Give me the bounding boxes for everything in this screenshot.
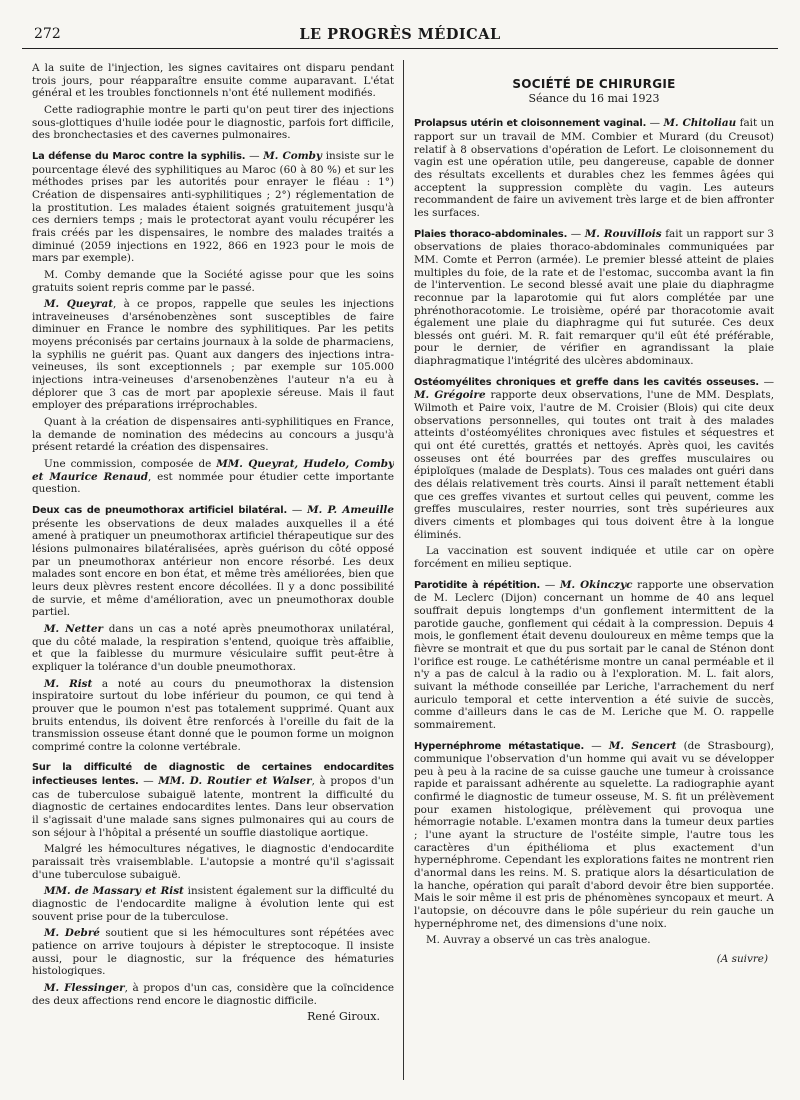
author-name: M. Grégoire xyxy=(414,389,486,402)
article-prolapsus xyxy=(414,117,774,219)
paragraph-text: (de Strasbourg), communique l'observation d'un homme qui avait vu se développer peu à peu à la racine de sa cuisse gauche une tumeur à croissance rapide et paraissant adhérente au squelette. La radiographie ayant confirmé le diagnostic de tumeur osseuse, M. S. fit un prélèvement pour examen histologique, prélèvement qui provoqua une hémorragie notable. L'examen montra dans la tumeur deux parties ; l'une ayant la structure de l'ostéite simple, l'autre tous les caractères d'un épithélioma et plus exactement d'un hypernéphrome. Cependant les explorations faites ne montrent rien d'anormal dans les reins. M. S. pratique alors la désarticulation de la hanche, opération qui paraît d'abord devoir être bien supportée. Mais le soir même il est pris de phénomènes syncopaux et meurt. A l'autopsie, on découvre dans le pôle supérieur du rein gauche un hypernéphrome net, des dimensions d'une noix. xyxy=(414,739,774,930)
dash: — xyxy=(646,117,664,130)
dash: — xyxy=(245,149,264,162)
paragraph-text: , à propos d'un cas, considère que la coïncidence des deux affections rend encore le diagnostic difficile. xyxy=(32,981,394,1007)
paragraph xyxy=(32,885,394,923)
paragraph xyxy=(32,504,394,619)
author-names: MM. Queyrat, Hudelo, Comby et Maurice Renaud xyxy=(32,458,394,483)
paragraph-text: a observé un cas très analogue. xyxy=(480,934,651,947)
article-title: Parotidite à répétition. xyxy=(414,579,541,591)
paragraph xyxy=(32,623,394,674)
signature: René Giroux. xyxy=(307,1010,380,1024)
article-osteomyelites xyxy=(414,376,774,571)
paragraph xyxy=(414,934,774,947)
left-column xyxy=(32,62,394,1087)
author-name: MM. de Massary et Rist xyxy=(44,885,184,898)
author-name: M. Auvray xyxy=(426,934,481,947)
author-name: M. Comby xyxy=(263,149,322,162)
paragraph: A la suite de l'injection, les signes cavitaires ont disparu pendant trois jours, pour réapparaître ensuite comme auparavant. L'état général et les troubles fonctionnels n'ont été nullement modifiés. xyxy=(32,62,394,100)
paragraph: Malgré les hémocultures négatives, le diagnostic d'endocardite paraissait très vraisemblable. L'autopsie a montré qu'il s'agissait d'une tuberculose subaiguë. xyxy=(32,843,394,881)
article-title: Sur la difficulté de diagnostic de certaines endocardites infectieuses lentes. xyxy=(32,762,394,788)
right-column xyxy=(414,62,774,1072)
paragraph-text: fait un rapport sur un travail de MM. Combier et Murard (du Creusot) relatif à 8 observations d'opération de Lefort. Le cloisonnement du vagin est une opération utile, peu dangereuse, capable de donner des résultats excellents et durables chez les femmes âgées qui acceptent la suppression complète du vagin. Les auteurs recommandent de faire un avivement très large et de bien affronter les surfaces. xyxy=(414,117,774,219)
author-name: M. Okinczyc xyxy=(559,578,633,591)
article-title: La défense du Maroc contre la syphilis. xyxy=(32,150,246,162)
paragraph-text: , est nommée pour étudier cette importante question. xyxy=(32,470,394,496)
paragraph-text: rapporte deux observations, l'une de MM. Desplats, Wilmoth et Paire voix, l'autre de M. Croisier (Blois) qui cite deux observations personnelles, qui toutes ont trait à des malades atteints d'ostéomyélites chroniques avec fistules et séquestres et qui ont été curettés, grattés et nettoyés. Après quoi, les cavités osseuses ont été bourrées par des greffes musculaires ou épiploïques (malade de Desplats). Tous ces malades ont guéri dans des délais relativement très courts. Ainsi il paraît nettement établi que ces greffes vivantes et surtout celles qui peuvent, comme les greffes musculaires, rester nourries, sont très supérieures aux divers ciments et plombages qui tous doivent être à la longue éliminés. xyxy=(414,389,774,541)
dash: — xyxy=(287,504,308,516)
article-title: Ostéomyélites chroniques et greffe dans les cavités osseuses. xyxy=(414,376,759,388)
article-parotidite xyxy=(414,579,774,732)
article-hypernephrome xyxy=(414,740,774,948)
column-divider xyxy=(403,60,404,1080)
paragraph-text: dans un cas a noté après pneumothorax unilatéral, que du côté malade, la respiration s'entend, quoique très affaiblie, et que la faiblesse du murmure vésiculaire suffit peut-être à expliquer la tolérance d'un double pneumothorax. xyxy=(32,622,394,673)
paragraph-text: présente les observations de deux malades auxquelles il a été amené à pratiquer un pneumothorax artificiel thérapeutique sur des lésions pulmonaires bilatéralisées, après guérison du côté opposé par un pneumothorax antérieur non encore résorbé. Les deux malades sont encore en bon état, et même très améliorées, bien que leurs deux plèvres restent encore décollées. Il y a donc possibilité de survie, et même d'amélioration, avec un pneumothorax double partiel. xyxy=(32,517,394,619)
author-name: M. Queyrat xyxy=(44,298,113,311)
session-date: Séance du 16 mai 1923 xyxy=(528,91,660,105)
paragraph xyxy=(414,579,774,732)
author-name: M. Sencert xyxy=(608,739,677,752)
paragraph xyxy=(32,927,394,978)
article-title: Prolapsus utérin et cloisonnement vaginal. xyxy=(414,118,647,130)
dash: — xyxy=(584,739,609,752)
article-pneumothorax xyxy=(32,504,394,753)
paragraph: La vaccination est souvent indiquée et utile car on opère forcément en milieu septique. xyxy=(414,545,774,570)
paragraph xyxy=(414,740,774,931)
paragraph xyxy=(32,458,394,496)
author-name: M. Chitoliau xyxy=(663,117,737,130)
paragraph-text: insistent également sur la difficulté du diagnostic de l'endocardite maligne à évolution lente qui est souvent prise pour de la tuberculose. xyxy=(32,885,394,923)
dash: — xyxy=(540,578,560,591)
journal-title: LE PROGRÈS MÉDICAL xyxy=(299,26,501,43)
author-name: M. Netter xyxy=(44,622,103,635)
paragraph-text: soutient que si les hémocultures sont répétées avec patience on arrive toujours à dépister le streptocoque. Il insiste aussi, pour le diagnostic, sur la fréquence des hématuries histologiques. xyxy=(32,927,394,978)
paragraph xyxy=(32,150,394,265)
page-header xyxy=(22,24,778,48)
paragraph xyxy=(414,117,774,219)
article-title: Hypernéphrome métastatique. xyxy=(414,740,585,752)
paragraph: Quant à la création de dispensaires anti-syphilitiques en France, la demande de nomination des médecins au concours a jusqu'à présent retardé la création des dispensaires. xyxy=(32,416,394,454)
section-title: SOCIÉTÉ DE CHIRURGIE xyxy=(512,77,676,91)
to-be-continued: (A suivre) xyxy=(716,953,768,965)
article-endocardites xyxy=(32,761,394,1007)
author-name: M. Rist xyxy=(44,677,93,690)
article-title: Deux cas de pneumothorax artificiel bilatéral. xyxy=(32,505,288,516)
paragraph: Cette radiographie montre le parti qu'on peut tirer des injections sous-glottiques d'huile iodée pour le diagnostic, parfois fort difficile, des bronchectasies et des cavernes pulmonaires. xyxy=(32,103,394,142)
paragraph xyxy=(32,761,394,839)
author-name: MM. D. Routier et Walser xyxy=(158,775,312,788)
paragraph-text: , à ce propos, rappelle que seules les injections intraveineuses d'arsénobenzènes sont susceptibles de faire diminuer en France le nombre des syphilitiques. Par les petits moyens préconisés par certains journaux à la solde de pharmaciens, la syphilis ne guérit pas. Quant aux dangers des injections intra-veineuses, ils sont exceptionnels ; par exemple sur 105.000 injections intra-veineuses d'arsenobenzènes l'auteur n'a eu à déplorer que 3 cas de mort par apoplexie séreuse. Mais il faut employer des préparations irréprochables. xyxy=(32,298,394,412)
page-number: 272 xyxy=(34,26,61,42)
author-name: M. Flessinger xyxy=(44,981,125,994)
paragraph xyxy=(414,228,774,368)
article-plaies-thoraco xyxy=(414,228,774,368)
paragraph: M. Comby demande que la Société agisse pour que les soins gratuits soient repris comme par le passé. xyxy=(32,268,394,294)
dash: — xyxy=(758,375,774,388)
article-syphilis-maroc xyxy=(32,150,394,496)
paragraph-text: a noté au cours du pneumothorax la distension inspiratoire surtout du lobe inférieur du poumon, ce qui tend à prouver que le poumon n'est pas totalement supprimé. Quant aux bruits entendus, ils doivent être renforcés à l'oreille du fait de la transmission osseuse étant donné que le poumon forme un moignon comprimé contre la colonne vertébrale. xyxy=(32,677,394,753)
author-name: M. Debré xyxy=(44,927,100,940)
author-name: M. Rouvillois xyxy=(584,227,662,240)
paragraph-text: rapporte une observation de M. Leclerc (Dijon) concernant un homme de 40 ans lequel souffrait depuis longtemps d'un gonflement intermittent de la parotide gauche, gonflement qui cédait à la compression. Depuis 4 mois, le gonflement était devenu douloureux en même temps que la fièvre se montrait et que du pus sortait par le canal de Sténon dont l'orifice est rouge. Le cathétérisme montre un canal perméable et il n'y a pas de calcul à la radio ou à l'exploration. M. L. fait alors, suivant la méthode conseillée par Leriche, l'arrachement du nerf auriculo temporal et cette intervention a été suivie de succès, comme d'ailleurs dans le cas de M. Leriche que M. O. rappelle sommairement. xyxy=(414,578,774,731)
author-name: M. P. Ameuille xyxy=(307,504,394,516)
paragraph xyxy=(32,678,394,754)
dash: — xyxy=(567,227,585,240)
paragraph-text: fait un rapport sur 3 observations de plaies thoraco-abdominales communiquées par MM. Comte et Perron (armée). Le premier blessé atteint de plaies multiples du foie, de la rate et de l'estomac, succomba avant la fin de l'intervention. Le second blessé avait une plaie du diaphragme reconnue par la laparotomie qui fut alors complétée par une phrénothoracotomie. Le troisième, opéré par thoracotomie avait également une plaie du diaphragme qui fut suturée. Ces deux blessés ont guéri. M. R. fait remarquer qu'il eût été préférable, pour le dernier, de vérifier en agrandissant la plaie diaphragmatique l'intégrité des ulcères abdominaux. xyxy=(414,227,774,368)
paragraph xyxy=(414,376,774,542)
paragraph xyxy=(32,982,394,1007)
paragraph xyxy=(32,298,394,412)
paragraph-text: insiste sur le pourcentage élevé des syphilitiques au Maroc (60 à 80 %) et sur les méthodes prises par les autorités pour enrayer le fléau : 1°) Création de dispensaires anti-syphilitiques ; 2°) réglementation de la prostitution. Les malades étaient soignés gratuitement jusqu'à ces derniers temps ; mais le protectorat ayant voulu récupérer les frais créés par les dispensaires, le nombre des malades traités a diminué (2059 injections en 1922, 866 en 1923 pour le mois de mars par exemple). xyxy=(32,149,394,265)
paragraph-text: Une commission, composée de xyxy=(44,458,217,471)
article-title: Plaies thoraco-abdominales. xyxy=(414,228,568,240)
header-rule xyxy=(22,48,778,49)
paragraph-text: , à propos d'un cas de tuberculose subaiguë latente, montrent la difficulté du diagnostic de certaines endocardites lentes. Dans leur observation il s'agissait d'une malade sans signes pulmonaires qui au cours de son séjour à l'hôpital a présenté un souffle diastolique aortique. xyxy=(32,775,394,839)
dash: — xyxy=(138,775,159,788)
